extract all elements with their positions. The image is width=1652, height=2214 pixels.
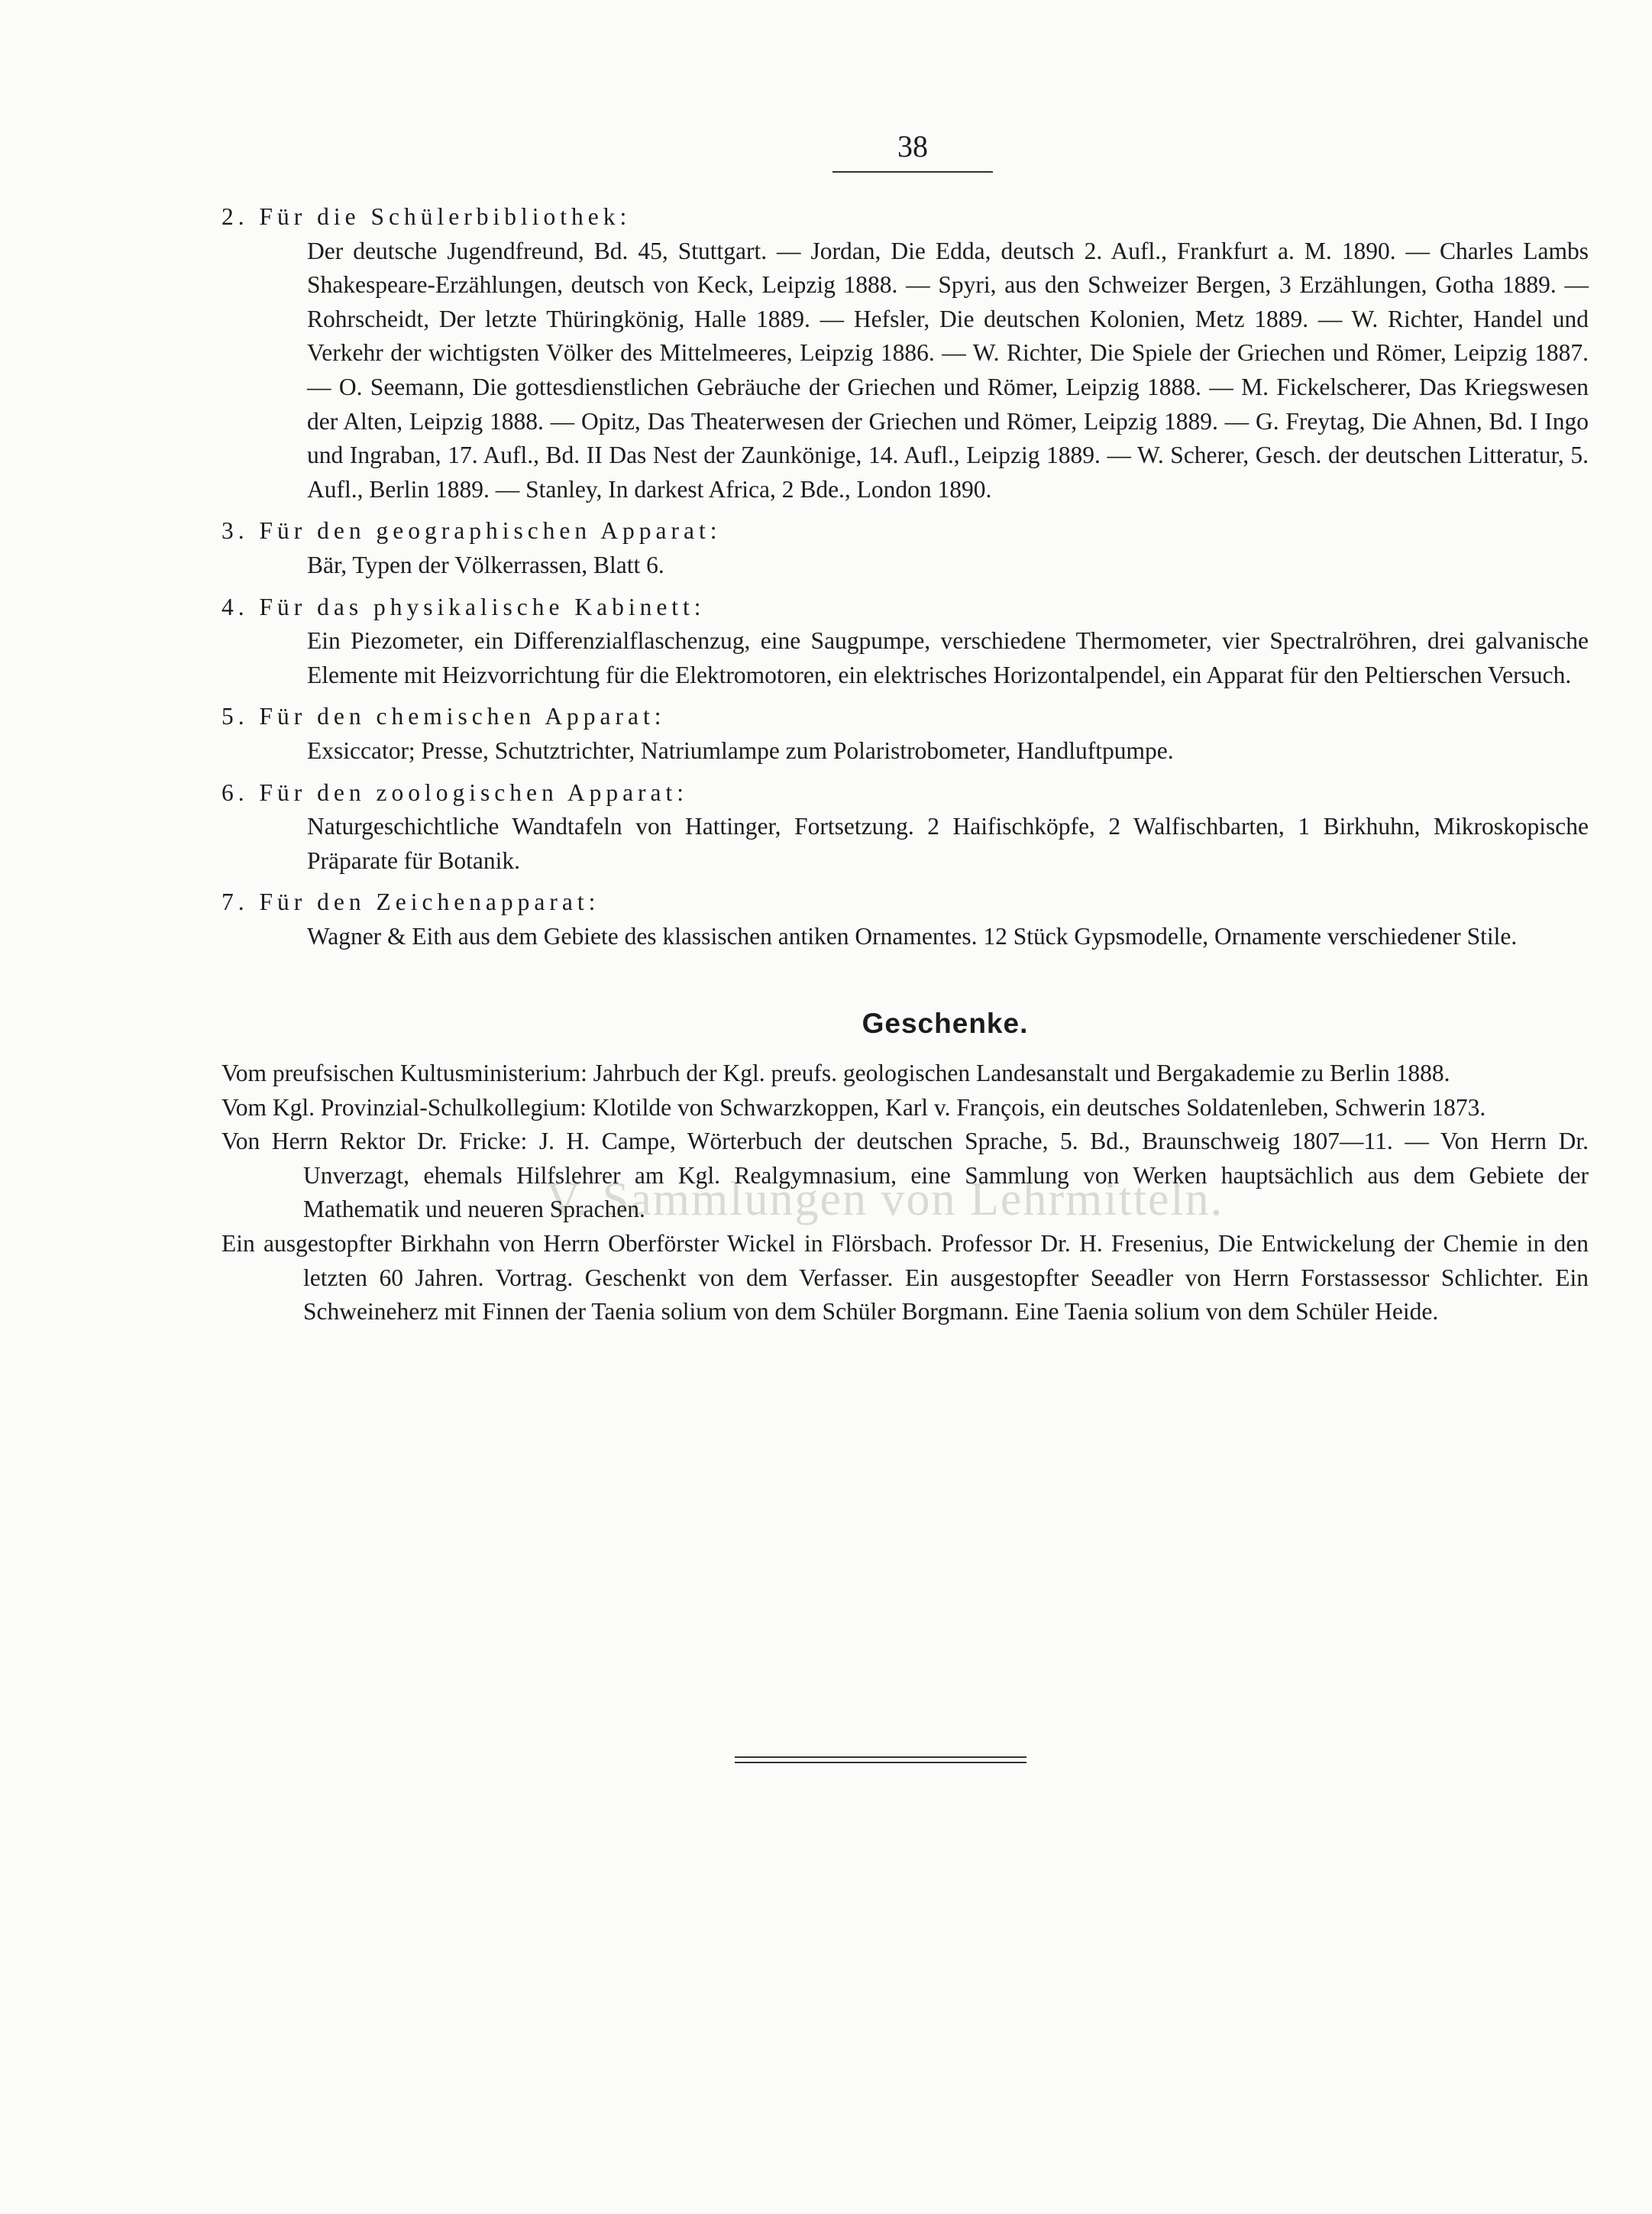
section-body: Exsiccator; Presse, Schutztrichter, Natriumlampe zum Polaristrobometer, Handluftpumpe.	[307, 736, 1174, 764]
section-body: Bär, Typen der Völkerrassen, Blatt 6.	[307, 551, 664, 578]
page-number: 38	[897, 129, 928, 163]
section-body: Ein Piezometer, ein Differenzialflaschenzug, eine Saugpumpe, verschiedene Thermometer, vier Spectralröhren, drei galvanische Elemente mit Heizvorrichtung für die Elektromotoren, ein elektrisches Horizontalpendel, ein Apparat für den Peltierschen Versuch.	[307, 627, 1589, 688]
section-heading: 7. Für den Zeichenapparat:	[221, 889, 600, 916]
gift-entry: Vom preufsischen Kultusministerium: Jahrbuch der Kgl. preufs. geologischen Landesanstalt und Bergakademie zu Berlin 1888.	[221, 1060, 1450, 1087]
section-body: Der deutsche Jugendfreund, Bd. 45, Stuttgart. — Jordan, Die Edda, deutsch 2. Aufl., Frankfurt a. M. 1890. — Charles Lambs Shakespeare-Erzählungen, deutsch von Keck, Leipzig 1888. — Spyri, aus den Schweizer Bergen, 3 Erzählungen, Gotha 1889. — Rohrscheidt, Der letzte Thüringkönig, Halle 1889. — Hefsler, Die deutschen Kolonien, Metz 1889. — W. Richter, Handel und Verkehr der wichtigsten Völker des Mittelmeeres, Leipzig 1886. — W. Richter, Die Spiele der Griechen und Römer, Leipzig 1887. — O. Seemann, Die gottesdienstlichen Gebräuche der Griechen und Römer, Leipzig 1888. — M. Fickelscherer, Das Kriegswesen der Alten, Leipzig 1888. — Opitz, Das Theaterwesen der Griechen und Römer, Leipzig 1889. — G. Freytag, Die Ahnen, Bd. I Ingo und Ingraban, 17. Aufl., Bd. II Das Nest der Zaunkönige, 14. Aufl., Leipzig 1889. — W. Scherer, Gesch. der deutschen Litteratur, 5. Aufl., Berlin 1889. — Stanley, In darkest Africa, 2 Bde., London 1890.	[307, 237, 1589, 503]
section-chemischer-apparat	[221, 700, 1589, 768]
section-zoologischer-apparat	[221, 776, 1589, 879]
section-schuelerbibliothek	[221, 200, 1589, 507]
section-heading: 2. Für die Schülerbibliothek:	[221, 203, 632, 230]
gifts-heading: Geschenke.	[862, 1008, 1029, 1040]
section-physikalisches-kabinett	[221, 591, 1589, 693]
closing-double-rule	[735, 1756, 1026, 1763]
section-heading: 6. Für den zoologischen Apparat:	[221, 778, 689, 806]
section-body: Wagner & Eith aus dem Gebiete des klassischen antiken Ornamentes. 12 Stück Gypsmodelle, Ornamente verschiedener Stile.	[307, 922, 1518, 950]
gift-entry: Von Herrn Rektor Dr. Fricke: J. H. Campe, Wörterbuch der deutschen Sprache, 5. Bd., Braunschweig 1807—11. — Von Herrn Dr. Unverzagt, ehemals Hilfslehrer am Kgl. Realgymnasium, eine Sammlung von Werken hauptsächlich aus dem Gebiete der Mathematik und neueren Sprachen.	[221, 1128, 1589, 1223]
main-text	[221, 200, 1589, 1329]
section-heading: 5. Für den chemischen Apparat:	[221, 703, 666, 730]
section-heading: 4. Für das physikalische Kabinett:	[221, 593, 706, 620]
gift-entry: Vom Kgl. Provinzial-Schulkollegium: Klotilde von Schwarzkoppen, Karl v. François, ein deutsches Soldatenleben, Schwerin 1873.	[221, 1093, 1486, 1121]
bleed-through-title: V. Sammlungen von Lehrmitteln.	[546, 1173, 1224, 1225]
section-geographischer-apparat	[221, 514, 1589, 582]
section-heading: 3. Für den geographischen Apparat:	[221, 517, 722, 545]
gift-entry: Ein ausgestopfter Birkhahn von Herrn Oberförster Wickel in Flörsbach. Professor Dr. H. Fresenius, Die Entwickelung der Chemie in den letzten 60 Jahren. Vortrag. Geschenkt von dem Verfasser. Ein ausgestopfter Seeadler von Herrn Forstassessor Schlichter. Ein Schweineherz mit Finnen der Taenia solium von dem Schüler Borgmann. Eine Taenia solium von dem Schüler Heide.	[221, 1230, 1589, 1325]
section-body: Naturgeschichtliche Wandtafeln von Hattinger, Fortsetzung. 2 Haifischköpfe, 2 Walfischbarten, 1 Birkhuhn, Mikroskopische Präparate für Botanik.	[307, 813, 1589, 874]
section-zeichenapparat	[221, 885, 1589, 953]
page-number-rule	[832, 171, 993, 173]
